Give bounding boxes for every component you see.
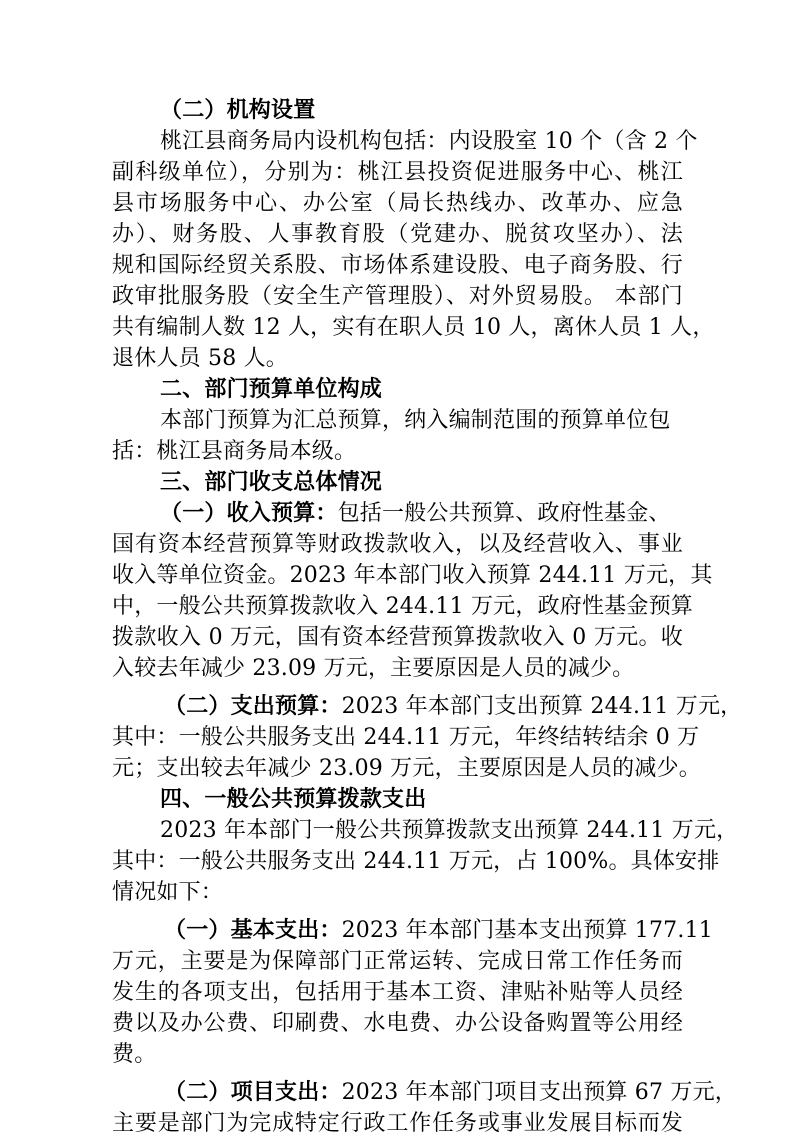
paragraph-line: 主要是部门为完成特定行政工作任务或事业发展目标而发 (112, 1111, 683, 1136)
paragraph-line: 括：桃江县商务局本级。 (112, 439, 357, 464)
paragraph-line: 国有资本经营预算等财政拨款收入，以及经营收入、事业 (112, 532, 683, 557)
section-heading-org-setup: （二）机构设置 (160, 97, 316, 123)
paragraph-line: 其中：一般公共服务支出 244.11 万元，年终结转结余 0 万 (112, 725, 700, 750)
section-heading-overall: 三、部门收支总体情况 (160, 469, 383, 495)
subheading-basic-expense: （一）基本支出： (164, 917, 342, 943)
paragraph-line: 规和国际经贸关系股、市场体系建设股、电子商务股、行 (112, 253, 683, 278)
paragraph-text: 包括一般公共预算、政府性基金、 (337, 501, 671, 526)
subheading-expense-budget: （二）支出预算： (164, 693, 342, 719)
section-heading-budget-units: 二、部门预算单位构成 (160, 376, 383, 402)
paragraph-line: 元；支出较去年减少 23.09 万元，主要原因是人员的减少。 (112, 756, 701, 781)
paragraph-line (112, 1077, 737, 1108)
paragraph-line: 发生的各项支出，包括用于基本工资、津贴补贴等人员经 (112, 980, 683, 1005)
paragraph-line (112, 498, 683, 529)
paragraph-line: 情况如下： (112, 880, 224, 905)
paragraph-line: 副科级单位），分别为：桃江县投资促进服务中心、桃江 (112, 160, 683, 185)
paragraph-line: 拨款收入 0 万元，国有资本经营预算拨款收入 0 万元。收 (112, 625, 683, 650)
paragraph-line: 县市场服务中心、办公室（局长热线办、改革办、应急 (112, 191, 683, 216)
paragraph-line (112, 691, 743, 722)
paragraph-line: 其中：一般公共服务支出 244.11 万元，占 100%。具体安排 (112, 849, 720, 874)
paragraph-line: 桃江县商务局内设机构包括：内设股室 10 个（含 2 个 (160, 129, 698, 154)
paragraph-line: 退休人员 58 人。 (112, 346, 288, 371)
paragraph-text: 2023 年本部门支出预算 244.11 万元， (341, 694, 743, 719)
subheading-income-budget: （一）收入预算： (160, 500, 338, 526)
paragraph-line: 中，一般公共预算拨款收入 244.11 万元，政府性基金预算 (112, 594, 693, 619)
paragraph-line: 收入等单位资金。2023 年本部门收入预算 244.11 万元，其 (112, 563, 713, 588)
paragraph-line: 费。 (112, 1042, 157, 1067)
paragraph-text: 2023 年本部门基本支出预算 177.11 (341, 918, 713, 943)
paragraph-line: 万元，主要是为保障部门正常运转、完成日常工作任务而 (112, 949, 683, 974)
paragraph-line: 办）、财务股、人事教育股（党建办、脱贫攻坚办）、法 (112, 222, 683, 247)
paragraph-line: 本部门预算为汇总预算，纳入编制范围的预算单位包 (160, 408, 671, 433)
paragraph-line: 入较去年减少 23.09 万元，主要原因是人员的减少。 (112, 656, 635, 681)
paragraph-line: 2023 年本部门一般公共预算拨款支出预算 244.11 万元， (160, 818, 739, 843)
paragraph-line (112, 915, 713, 946)
subheading-project-expense: （二）项目支出： (164, 1079, 342, 1105)
section-heading-general-budget: 四、一般公共预算拨款支出 (160, 786, 427, 812)
paragraph-text: 2023 年本部门项目支出预算 67 万元， (341, 1080, 737, 1105)
paragraph-line: 共有编制人数 12 人，实有在职人员 10 人，离休人员 1 人， (112, 315, 715, 340)
paragraph-line: 政审批服务股（安全生产管理股）、对外贸易股。 本部门 (112, 284, 683, 309)
paragraph-line: 费以及办公费、印刷费、水电费、办公设备购置等公用经 (112, 1011, 683, 1036)
